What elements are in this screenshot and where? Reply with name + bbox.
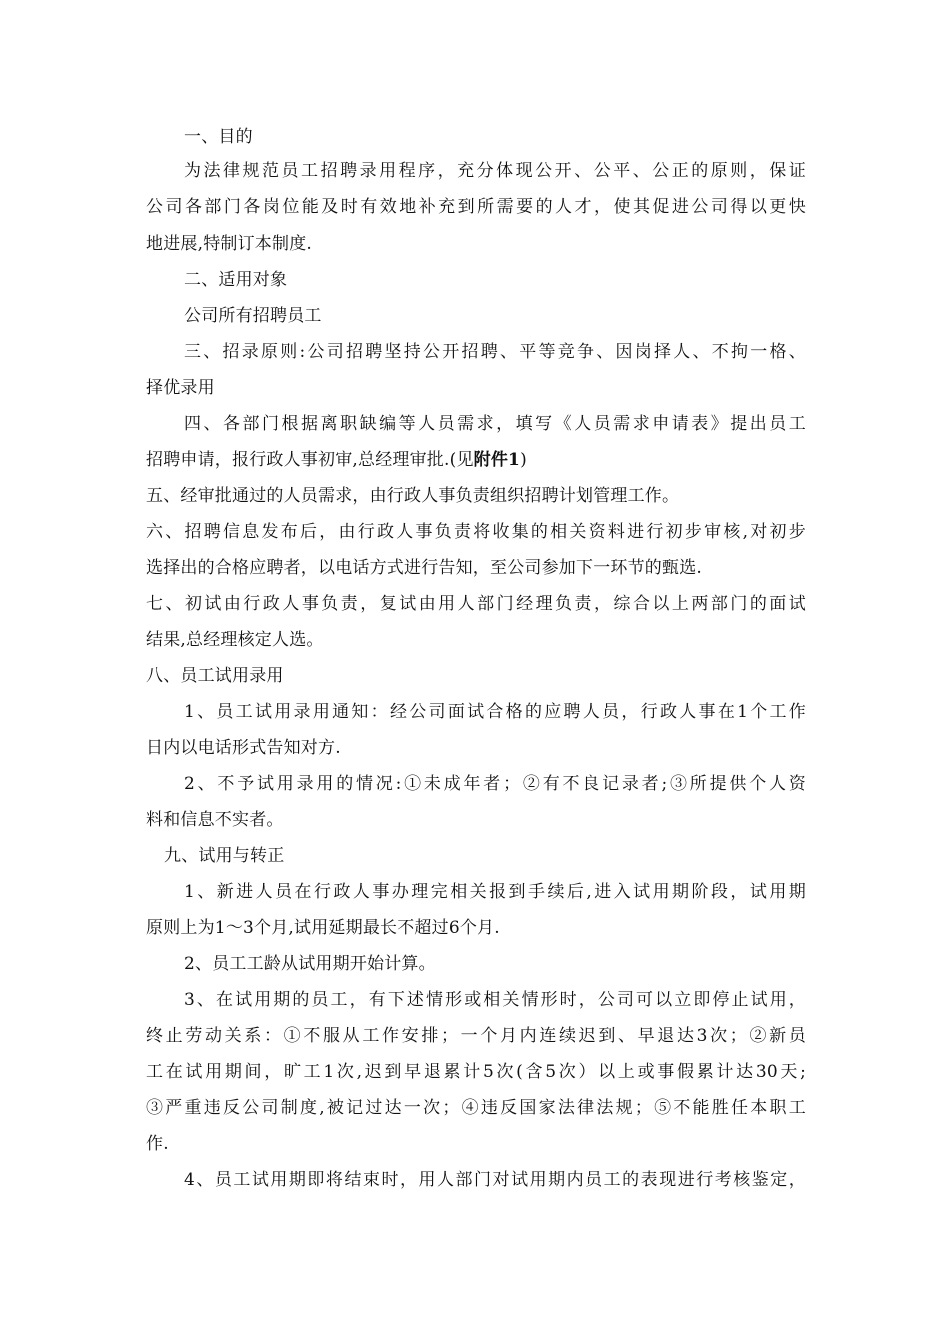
paragraph-line: 择优录用 [146,378,215,398]
paragraph-line: 工在试用期间，旷工1次,迟到早退累计5次(含5次）以上或事假累计达30天; [146,1062,806,1082]
paragraph-text: ) [520,450,527,470]
paragraph-line: 公司所有招聘员工 [184,306,322,326]
section-heading-principles: 三、招录原则:公司招聘坚持公开招聘、平等竞争、因岗择人、不拘一格、 [184,342,806,362]
paragraph-line: ③严重违反公司制度,被记过达一次；④违反国家法律法规；⑤不能胜任本职工 [146,1098,806,1118]
section-heading-scope: 二、适用对象 [184,270,288,290]
paragraph-line: 公司各部门各岗位能及时有效地补充到所需要的人才，使其促进公司得以更快 [146,197,806,217]
attachment-reference: 附件1 [473,450,521,470]
paragraph-line: 为法律规范员工招聘录用程序，充分体现公开、公平、公正的原则，保证 [184,161,806,181]
paragraph-line: 日内以电话形式告知对方. [146,738,341,758]
paragraph-line: 原则上为1～3个月,试用延期最长不超过6个月. [146,918,500,938]
paragraph-line: 终止劳动关系：①不服从工作安排；一个月内连续迟到、早退达3次；②新员 [146,1026,806,1046]
section-heading-probation-hiring: 八、员工试用录用 [146,666,284,686]
paragraph-line: 选择出的合格应聘者，以电话方式进行告知，至公司参加下一环节的甄选. [146,558,703,578]
paragraph-line: 1、员工试用录用通知：经公司面试合格的应聘人员，行政人事在1个工作 [184,702,806,722]
paragraph-line: 4、员工试用期即将结束时，用人部门对试用期内员工的表现进行考核鉴定， [184,1170,806,1190]
paragraph-line: 料和信息不实者。 [146,810,284,830]
paragraph-line: 3、在试用期的员工，有下述情形或相关情形时，公司可以立即停止试用， [184,990,806,1010]
paragraph-line: 作. [146,1134,169,1154]
paragraph-text: 招聘申请，报行政人事初审,总经理审批.(见 [146,450,474,470]
paragraph-line: 1、新进人员在行政人事办理完相关报到手续后,进入试用期阶段，试用期 [184,882,806,902]
section-heading-purpose: 一、目的 [184,127,253,147]
paragraph-line: 六、招聘信息发布后，由行政人事负责将收集的相关资料进行初步审核,对初步 [146,522,806,542]
paragraph-line: 七、初试由行政人事负责，复试由用人部门经理负责，综合以上两部门的面试 [146,594,806,614]
paragraph-line: 五、经审批通过的人员需求，由行政人事负责组织招聘计划管理工作。 [146,486,680,506]
section-heading-probation-regular: 九、试用与转正 [164,846,285,866]
paragraph-line: 地进展,特制订本制度. [146,234,313,254]
paragraph-line: 四、各部门根据离职缺编等人员需求，填写《人员需求申请表》提出员工 [184,414,806,434]
paragraph-line [146,449,806,471]
paragraph-line: 2、员工工龄从试用期开始计算。 [184,954,436,974]
paragraph-line: 2、不予试用录用的情况:①未成年者；②有不良记录者;③所提供个人资 [184,774,806,794]
paragraph-line: 结果,总经理核定人选。 [146,630,324,650]
